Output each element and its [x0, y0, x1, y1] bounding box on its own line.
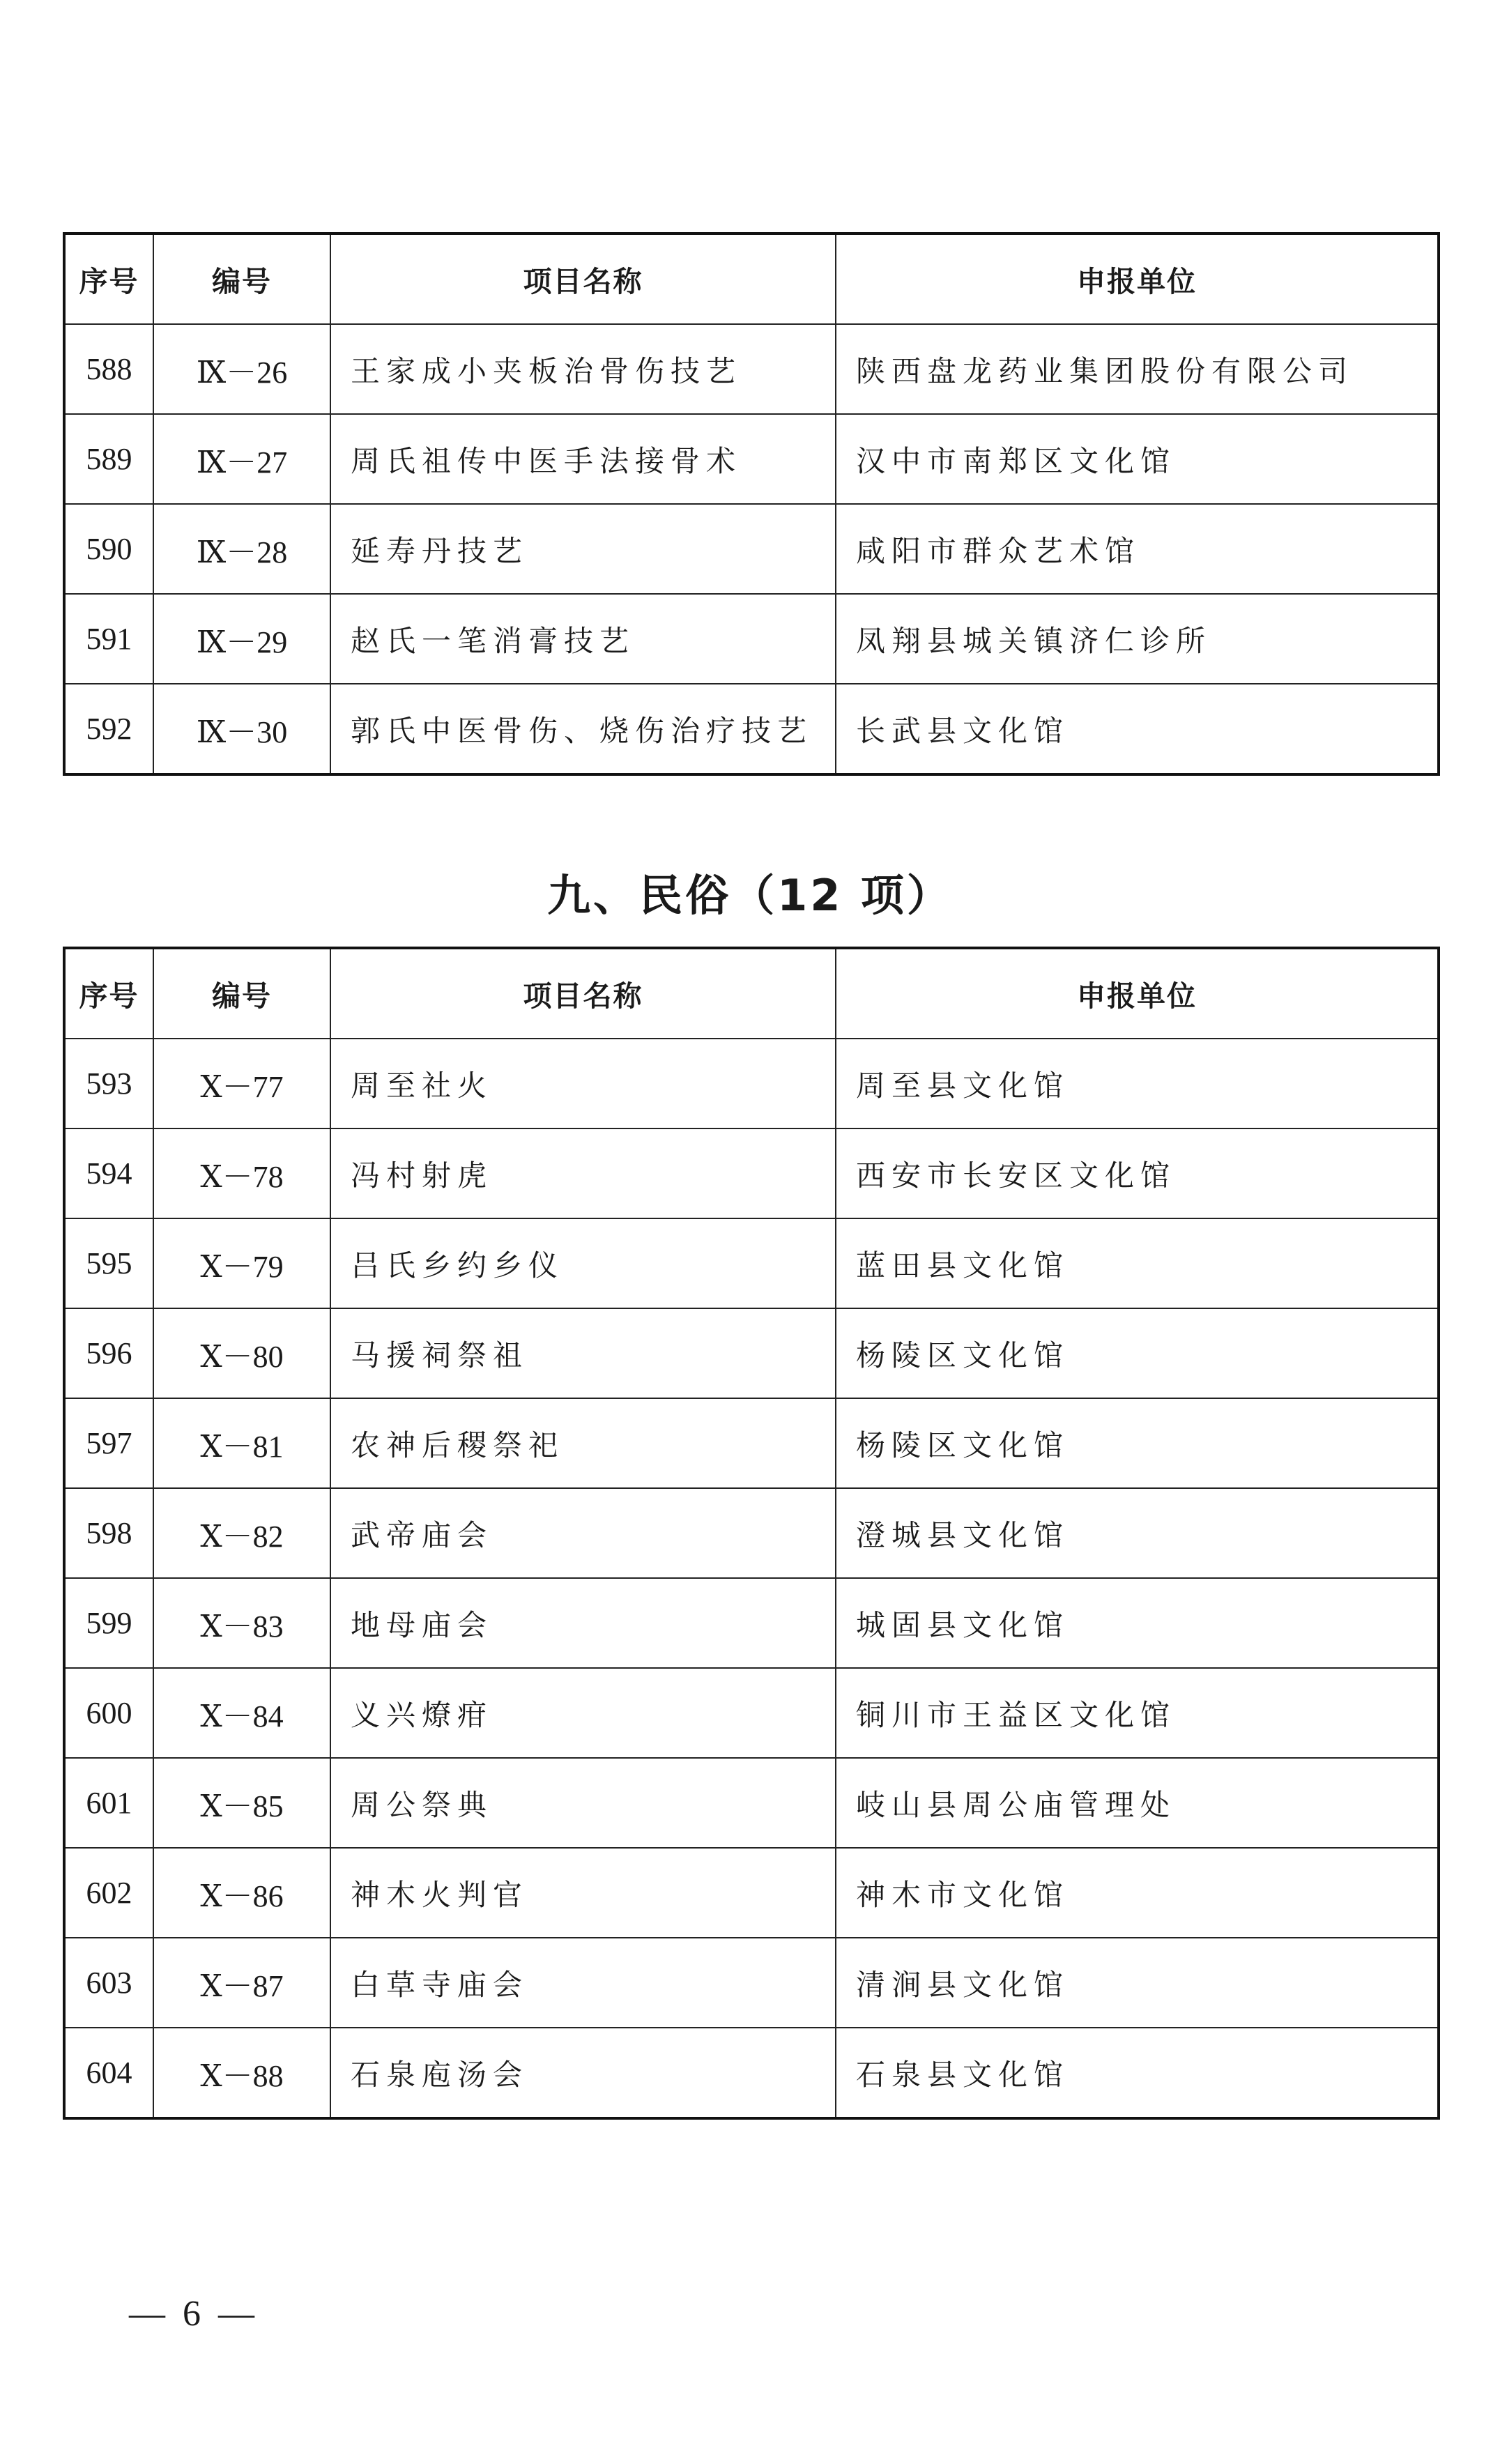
cell-no: 603 — [64, 1938, 153, 2028]
cell-unit: 石泉县文化馆 — [836, 2028, 1439, 2118]
cell-name: 农神后稷祭祀 — [330, 1398, 836, 1488]
column-header-name: 项目名称 — [330, 234, 836, 324]
cell-no: 597 — [64, 1398, 153, 1488]
cell-no: 593 — [64, 1039, 153, 1128]
cell-code: Ⅸ－30 — [153, 684, 330, 774]
cell-code: Ⅹ－79 — [153, 1218, 330, 1308]
table-row — [64, 504, 1439, 594]
cell-no: 602 — [64, 1848, 153, 1938]
cell-unit: 杨陵区文化馆 — [836, 1308, 1439, 1398]
table-header-row — [64, 948, 1439, 1039]
table-row — [64, 1308, 1439, 1398]
cell-unit: 岐山县周公庙管理处 — [836, 1758, 1439, 1848]
table-row — [64, 1668, 1439, 1758]
cell-code: Ⅹ－82 — [153, 1488, 330, 1578]
cell-unit: 凤翔县城关镇济仁诊所 — [836, 594, 1439, 684]
cell-no: 592 — [64, 684, 153, 774]
cell-code: Ⅹ－85 — [153, 1758, 330, 1848]
page-number: — 6 — — [129, 2294, 259, 2334]
table-row — [64, 594, 1439, 684]
table-row — [64, 1218, 1439, 1308]
cell-code: Ⅹ－88 — [153, 2028, 330, 2118]
cell-name: 冯村射虎 — [330, 1128, 836, 1218]
cell-code: Ⅸ－28 — [153, 504, 330, 594]
table-row — [64, 1848, 1439, 1938]
column-header-no: 序号 — [64, 948, 153, 1039]
cell-name: 白草寺庙会 — [330, 1938, 836, 2028]
column-header-unit: 申报单位 — [836, 948, 1439, 1039]
column-header-no: 序号 — [64, 234, 153, 324]
cell-unit: 铜川市王益区文化馆 — [836, 1668, 1439, 1758]
cell-name: 马援祠祭祖 — [330, 1308, 836, 1398]
table-row — [64, 414, 1439, 504]
table-row — [64, 684, 1439, 774]
cell-no: 599 — [64, 1578, 153, 1668]
cell-name: 义兴燎疳 — [330, 1668, 836, 1758]
table-row — [64, 2028, 1439, 2118]
table-body — [64, 1039, 1439, 2118]
column-header-unit: 申报单位 — [836, 234, 1439, 324]
cell-code: Ⅹ－77 — [153, 1039, 330, 1128]
cell-no: 588 — [64, 324, 153, 414]
table-row — [64, 1398, 1439, 1488]
cell-code: Ⅹ－81 — [153, 1398, 330, 1488]
cell-no: 596 — [64, 1308, 153, 1398]
cell-no: 601 — [64, 1758, 153, 1848]
table-row — [64, 1128, 1439, 1218]
table-row — [64, 1758, 1439, 1848]
cell-unit: 陕西盘龙药业集团股份有限公司 — [836, 324, 1439, 414]
cell-no: 604 — [64, 2028, 153, 2118]
column-header-code: 编号 — [153, 234, 330, 324]
column-header-name: 项目名称 — [330, 948, 836, 1039]
cell-name: 赵氏一笔消膏技艺 — [330, 594, 836, 684]
cell-code: Ⅹ－83 — [153, 1578, 330, 1668]
cell-unit: 长武县文化馆 — [836, 684, 1439, 774]
cell-name: 延寿丹技艺 — [330, 504, 836, 594]
cell-name: 武帝庙会 — [330, 1488, 836, 1578]
cell-no: 589 — [64, 414, 153, 504]
cell-code: Ⅹ－80 — [153, 1308, 330, 1398]
cell-unit: 澄城县文化馆 — [836, 1488, 1439, 1578]
table-row — [64, 1938, 1439, 2028]
cell-name: 神木火判官 — [330, 1848, 836, 1938]
cell-name: 周至社火 — [330, 1039, 836, 1128]
table-row — [64, 1488, 1439, 1578]
cell-name: 石泉庖汤会 — [330, 2028, 836, 2118]
table-row — [64, 324, 1439, 414]
section-heading-folk-customs: 九、民俗（12 项） — [547, 870, 953, 921]
table-row — [64, 1578, 1439, 1668]
cell-unit: 周至县文化馆 — [836, 1039, 1439, 1128]
cell-unit: 西安市长安区文化馆 — [836, 1128, 1439, 1218]
cell-unit: 城固县文化馆 — [836, 1578, 1439, 1668]
column-header-code: 编号 — [153, 948, 330, 1039]
cell-name: 王家成小夹板治骨伤技艺 — [330, 324, 836, 414]
cell-name: 周氏祖传中医手法接骨术 — [330, 414, 836, 504]
cell-code: Ⅸ－29 — [153, 594, 330, 684]
cell-unit: 汉中市南郑区文化馆 — [836, 414, 1439, 504]
cell-no: 591 — [64, 594, 153, 684]
cell-code: Ⅹ－87 — [153, 1938, 330, 2028]
cell-unit: 蓝田县文化馆 — [836, 1218, 1439, 1308]
table-body — [64, 324, 1439, 774]
cell-unit: 咸阳市群众艺术馆 — [836, 504, 1439, 594]
cell-name: 吕氏乡约乡仪 — [330, 1218, 836, 1308]
cell-code: Ⅹ－86 — [153, 1848, 330, 1938]
cell-code: Ⅸ－27 — [153, 414, 330, 504]
cell-name: 周公祭典 — [330, 1758, 836, 1848]
cell-no: 595 — [64, 1218, 153, 1308]
cell-unit: 清涧县文化馆 — [836, 1938, 1439, 2028]
cell-unit: 神木市文化馆 — [836, 1848, 1439, 1938]
cell-code: Ⅸ－26 — [153, 324, 330, 414]
cell-name: 郭氏中医骨伤、烧伤治疗技艺 — [330, 684, 836, 774]
cell-unit: 杨陵区文化馆 — [836, 1398, 1439, 1488]
cell-no: 598 — [64, 1488, 153, 1578]
cell-no: 590 — [64, 504, 153, 594]
cell-name: 地母庙会 — [330, 1578, 836, 1668]
table-header-row — [64, 234, 1439, 324]
heritage-table-medicine — [63, 232, 1440, 776]
cell-code: Ⅹ－78 — [153, 1128, 330, 1218]
heritage-table-folk-customs — [63, 947, 1440, 2120]
cell-code: Ⅹ－84 — [153, 1668, 330, 1758]
table-row — [64, 1039, 1439, 1128]
cell-no: 594 — [64, 1128, 153, 1218]
cell-no: 600 — [64, 1668, 153, 1758]
